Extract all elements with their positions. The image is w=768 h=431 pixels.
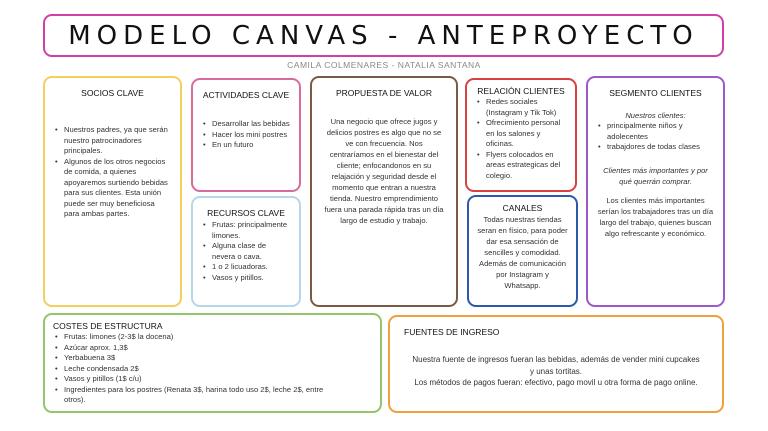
- list-item: • Frutas: limones (2-3$ la docena): [53, 332, 343, 343]
- list-item: • Flyers colocados en areas estrategicas del colegio.: [475, 150, 567, 182]
- canales-card: [467, 195, 578, 307]
- list-item: • Leche condensada 2$: [53, 364, 343, 375]
- relacion-clientes-list: [475, 97, 567, 181]
- list-item: • Frutas: principalmente limones.: [201, 220, 291, 241]
- recursos-clave-card: [191, 196, 301, 307]
- socios-clave-list: [53, 125, 172, 220]
- segmento-question: Clientes más importantes y por qué querrán comprar.: [603, 165, 708, 186]
- list-item: • Redes sociales (Instagram y Tik Tok): [475, 97, 567, 118]
- costes-estructura-list: [53, 332, 343, 406]
- costes-estructura-title: COSTES DE ESTRUCTURA: [53, 321, 163, 331]
- segmento-clientes-title: SEGMENTO CLIENTES: [609, 88, 702, 98]
- authors-line: CAMILA COLMENARES - NATALIA SANTANA: [287, 60, 481, 70]
- list-item: • Alguna clase de nevera o cava.: [201, 241, 291, 262]
- list-item: • Algunos de los otros negocios de comida, a quienes apoyaremos surtiendo bebidas para sus clientes. Esta unión puede ser muy beneficiosa para ambas partes.: [53, 157, 170, 220]
- list-item: • Hacer los mini postres: [201, 130, 291, 141]
- page-title: MODELO CANVAS - ANTEPROYECTO: [68, 20, 699, 51]
- segmento-clientes-card: [586, 76, 725, 307]
- actividades-clave-list: [201, 119, 291, 151]
- list-item: • Vasos y pitillos (1$ c/u): [53, 374, 343, 385]
- propuesta-de-valor-card: [310, 76, 458, 307]
- fuentes-ingreso-title: FUENTES DE INGRESO: [404, 327, 500, 337]
- list-item: • Yerbabuena 3$: [53, 353, 343, 364]
- list-item: • Nuestros padres, ya que serán nuestro patrocinadores principales.: [53, 125, 170, 157]
- list-item: • Ofrecimiento personal en los salones y oficinas.: [475, 118, 567, 150]
- relacion-clientes-card: [465, 78, 577, 192]
- recursos-clave-list: [201, 220, 291, 283]
- list-item: • Azúcar aprox. 1,3$: [53, 343, 343, 354]
- socios-clave-title: SOCIOS CLAVE: [81, 88, 144, 98]
- socios-clave-card: [43, 76, 182, 307]
- list-item: • 1 o 2 licuadoras.: [201, 262, 291, 273]
- relacion-clientes-title: RELACIÓN CLIENTES: [477, 86, 565, 96]
- title-box: [43, 14, 724, 57]
- list-item: • trabajdores de todas clases: [596, 142, 715, 153]
- propuesta-de-valor-title: PROPUESTA DE VALOR: [335, 88, 433, 98]
- segmento-subheading: Nuestros clientes:: [625, 111, 686, 120]
- list-item: • En un futuro: [201, 140, 291, 151]
- list-item: • principalmente niños y adolecentes: [596, 121, 715, 142]
- recursos-clave-title: RECURSOS CLAVE: [207, 208, 285, 218]
- canales-title: CANALES: [502, 203, 543, 213]
- list-item: • Desarrollar las bebidas: [201, 119, 291, 130]
- canales-text: Todas nuestras tiendas seran en físico, para poder dar esa sensación de sencilles y comodidad. Además de comunicación por Instagram y Whatsapp.: [477, 215, 568, 290]
- actividades-clave-title: ACTIVIDADES CLAVE: [202, 90, 290, 100]
- actividades-clave-card: [191, 78, 301, 192]
- propuesta-de-valor-text: Una negocio que ofrece jugos y delicios postres es algo que no se ve con frecuencia. Nos centraríamos en el bienestar del cliente; enfocandonos en su relajación y seguridad desde el momento que entran a nuestra tienda. Nuestro emprendimiento fuera una parada rápida tras un día largo de estudio y trabajo.: [324, 117, 444, 225]
- list-item: • Ingredientes para los postres (Renata 3$, harina todo uso 2$, leche 2$, entre otros).: [53, 385, 343, 406]
- segmento-clientes-list: [596, 121, 715, 153]
- segmento-text: Los clientes más importantes serían los trabajadores tras un día largo del trabajo, quienes buscan algo refrescante y económico.: [597, 195, 714, 238]
- list-item: • Vasos y pitillos.: [201, 273, 291, 284]
- costes-estructura-card: [43, 313, 382, 413]
- fuentes-ingreso-line-1: Nuestra fuente de ingresos fueran las bebidas, además de vender mini cupcakes y unas tortitas.: [412, 355, 700, 376]
- fuentes-ingreso-line-2: Los métodos de pagos fueran: efectivo, pago movil u otra forma de pago online.: [414, 378, 698, 387]
- fuentes-ingreso-card: [388, 315, 724, 413]
